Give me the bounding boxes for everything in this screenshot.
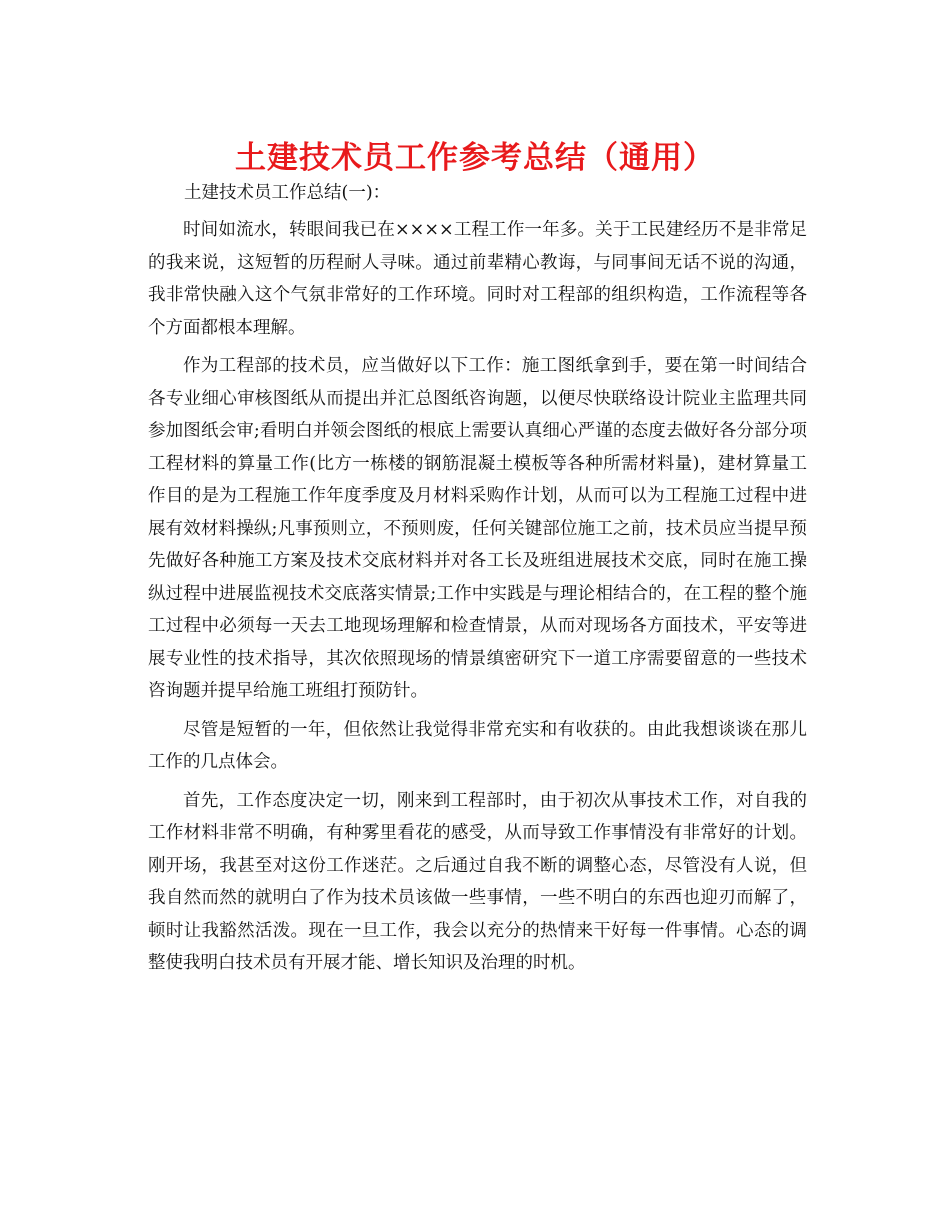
- document-body: [148, 214, 807, 980]
- paragraph-4: 首先，工作态度决定一切，刚来到工程部时，由于初次从事技术工作，对自我的工作材料非常不明确，有种雾里看花的感受，从而导致工作事情没有非常好的计划。刚开场，我甚至对这份工作迷茫。之后通过自我不断的调整心态，尽管没有人说，但我自然而然的就明白了作为技术员该做一些事情，一些不明白的东西也迎刃而解了，顿时让我豁然活泼。现在一旦工作，我会以充分的热情来干好每一件事情。心态的调整使我明白技术员有开展才能、增长知识及治理的时机。: [148, 790, 807, 973]
- paragraph-2: 作为工程部的技术员，应当做好以下工作：施工图纸拿到手，要在第一时间结合各专业细心审核图纸从而提出并汇总图纸咨询题，以便尽快联络设计院业主监理共同参加图纸会审;看明白并领会图纸的根底上需要认真细心严谨的态度去做好各分部分项工程材料的算量工作(比方一栋楼的钢筋混凝土模板等各种所需材料量)，建材算量工作目的是为工程施工作年度季度及月材料采购作计划，从而可以为工程施工过程中进展有效材料操纵;凡事预则立，不预则废，任何关键部位施工之前，技术员应当提早预先做好各种施工方案及技术交底材料并对各工长及班组进展技术交底，同时在施工操纵过程中进展监视技术交底落实情景;工作中实践是与理论相结合的，在工程的整个施工过程中必须每一天去工地现场理解和检查情景，从而对现场各方面技术，平安等进展专业性的技术指导，其次依照现场的情景缜密研究下一道工序需要留意的一些技术咨询题并提早给施工班组打预防针。: [148, 356, 807, 701]
- paragraph-1: 时间如流水，转眼间我已在××××工程工作一年多。关于工民建经历不是非常足的我来说，这短暂的历程耐人寻味。通过前辈精心教诲，与同事间无话不说的沟通，我非常快融入这个气氛非常好的工作环境。同时对工程部的组织构造，工作流程等各个方面都根本理解。: [148, 220, 807, 338]
- paragraph-3: 尽管是短暂的一年，但依然让我觉得非常充实和有收获的。由此我想谈谈在那儿工作的几点体会。: [148, 719, 807, 772]
- section-heading: 土建技术员工作总结(一)：: [184, 183, 391, 203]
- document-title: 土建技术员工作参考总结（通用）: [235, 140, 715, 176]
